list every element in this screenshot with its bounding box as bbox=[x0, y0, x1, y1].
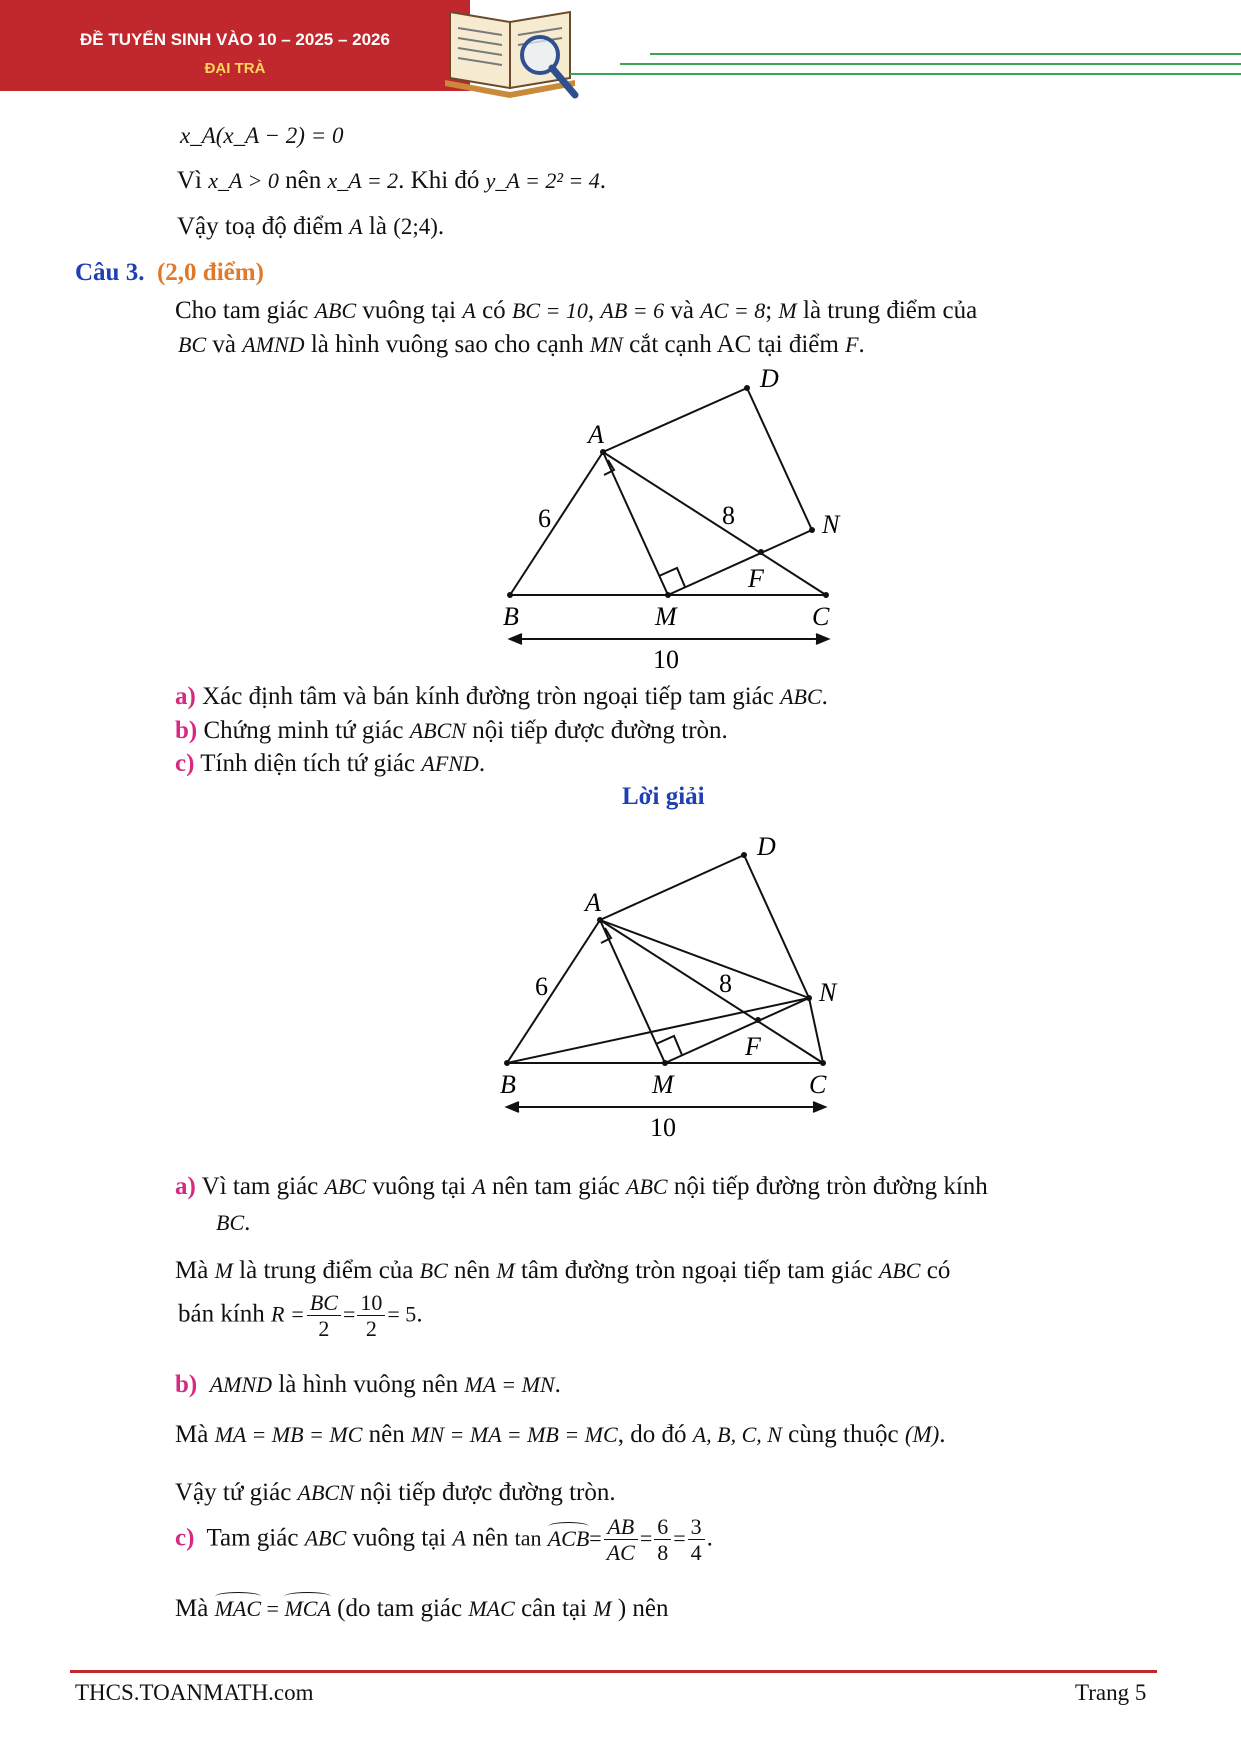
label-C: C bbox=[812, 602, 830, 631]
header-rule bbox=[570, 48, 1241, 78]
header-band bbox=[0, 0, 470, 91]
question-heading: Câu 3. (2,0 điểm) bbox=[75, 259, 264, 286]
footer-site: THCS.TOANMATH.com bbox=[75, 1680, 314, 1705]
side-label-ab: 6 bbox=[538, 504, 551, 533]
label-F-2: F bbox=[745, 1032, 761, 1061]
label-M: M bbox=[655, 602, 677, 631]
solution-a-line-2: BC. bbox=[216, 1209, 251, 1236]
label-M-2: M bbox=[652, 1070, 674, 1099]
part-c: c) Tính diện tích tứ giác AFND. bbox=[175, 750, 486, 777]
solution-a-line-1: a) Vì tam giác ABC vuông tại A nên tam giác ABC nội tiếp đường tròn đường kính bbox=[175, 1173, 988, 1200]
solution-a-line-3: Mà M là trung điểm của BC nên M tâm đường tròn ngoại tiếp tam giác ABC có bbox=[175, 1257, 951, 1284]
label-A-2: A bbox=[585, 888, 601, 917]
solution-b-line-3: Vậy tứ giác ABCN nội tiếp được đường tròn. bbox=[175, 1479, 616, 1506]
side-label-ac: 8 bbox=[722, 501, 735, 530]
side-label-ab-2: 6 bbox=[535, 972, 548, 1001]
label-C-2: C bbox=[809, 1070, 827, 1099]
header-title: ĐỀ TUYỂN SINH VÀO 10 – 2025 – 2026 bbox=[80, 30, 390, 49]
label-D: D bbox=[760, 365, 779, 393]
solution-title: Lời giải bbox=[622, 783, 705, 810]
side-label-ac-2: 8 bbox=[719, 969, 732, 998]
prev-line-3: Vậy toạ độ điểm A là (2;4). bbox=[177, 213, 445, 240]
book-magnifier-icon bbox=[440, 0, 590, 100]
part-b: b) Chứng minh tứ giác ABCN nội tiếp được đường tròn. bbox=[175, 717, 728, 744]
side-label-bc-2: 10 bbox=[650, 1113, 676, 1142]
label-B: B bbox=[503, 602, 519, 631]
footer-page-number: Trang 5 bbox=[1075, 1680, 1147, 1705]
side-label-bc: 10 bbox=[653, 645, 679, 674]
solution-c-line-1: c) Tam giác ABC vuông tại A nên tan ACB= $\frac{AB}{AC}$ = $\frac{6}{8}$ = $\frac{3}{4}$ . bbox=[175, 1514, 713, 1566]
label-B-2: B bbox=[500, 1070, 516, 1099]
prev-line-2: Vì x_A > 0 nên x_A = 2. Khi đó y_A = 2² = 4. bbox=[177, 167, 607, 194]
question-statement-1: Cho tam giác ABC vuông tại A có BC = 10, AB = 6 và AC = 8; M là trung điểm của bbox=[175, 297, 978, 324]
prev-equation-1: x_A(x_A − 2) = 0 bbox=[180, 123, 344, 148]
label-N: N bbox=[822, 510, 840, 539]
geometry-figure-1 bbox=[470, 365, 870, 675]
label-N-2: N bbox=[819, 978, 837, 1007]
label-F: F bbox=[748, 564, 764, 593]
question-statement-2: BC và AMND là hình vuông sao cho cạnh MN cắt cạnh AC tại điểm F. bbox=[178, 331, 865, 358]
label-D-2: D bbox=[757, 835, 776, 861]
header-subtitle: ĐẠI TRÀ bbox=[204, 60, 266, 77]
geometry-figure-2 bbox=[470, 835, 870, 1145]
solution-b-line-1: b) AMND là hình vuông nên MA = MN. bbox=[175, 1371, 561, 1398]
solution-a-line-4: bán kính R = $\frac{BC}{2}$ = $\frac{10}{2}$ = 5. bbox=[178, 1290, 423, 1342]
part-a: a) Xác định tâm và bán kính đường tròn ngoại tiếp tam giác ABC. bbox=[175, 683, 828, 710]
solution-b-line-2: Mà MA = MB = MC nên MN = MA = MB = MC, do đó A, B, C, N cùng thuộc (M). bbox=[175, 1421, 946, 1448]
solution-c-line-2: Mà MAC = MCA (do tam giác MAC cân tại M ) nên bbox=[175, 1595, 669, 1622]
footer-rule bbox=[70, 1670, 1157, 1673]
label-A: A bbox=[588, 420, 604, 449]
